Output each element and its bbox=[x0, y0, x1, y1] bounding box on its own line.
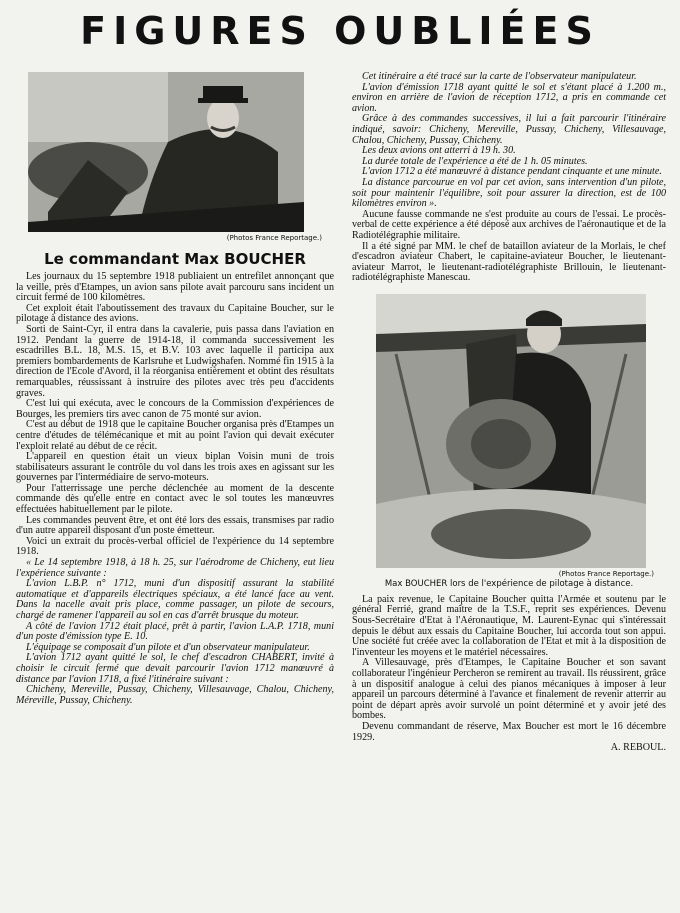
portrait-photo-illustration bbox=[28, 72, 304, 232]
left-column bbox=[16, 72, 334, 706]
quoted-paragraph: Les deux avions ont atterri à 19 h. 30. bbox=[362, 145, 516, 157]
quoted-paragraph: L'avion d'émission 1718 ayant quitté le sol et s'étant placé à 1.200 m., environ en arrière de l'avion de réception 1712, a pris en commande cet avion. bbox=[352, 81, 666, 114]
quoted-paragraph: A côté de l'avion 1712 était placé, prêt à partir, l'avion L.A.P. 1718, muni d'un poste d'émission type E. 10. bbox=[16, 620, 334, 643]
author-signature: A. REBOUL. bbox=[610, 742, 666, 754]
page-title: FIGURES OUBLIÉES bbox=[80, 9, 600, 53]
article-body-right-bottom bbox=[352, 595, 666, 754]
paragraph: La paix revenue, le Capitaine Boucher quitta l'Armée et soutenu par le général Ferrié, grand maître de la T.S.F., reprit ses expériences. Devenu Sous-Secrétaire d'Etat à l'Aéronautique, M. Laurent-Eynac qui s'intéressait depuis le début aux essais du Capitaine Boucher, lui accorda tout son appui. Une société fut créée avec la collaboration de l'Etat et mit à la disposition de l'inventeur les moyens et le matériel nécessaires. bbox=[352, 593, 666, 658]
photo-credit: (Photos France Reportage.) bbox=[226, 234, 322, 242]
quoted-paragraph: Grâce à des commandes successives, il lui a fait parcourir l'itinéraire indiqué, savoir: Chicheny, Mereville, Pussay, Chicheny, Villesauvage, Chalou, Chicheny, Pussay, Chicheny. bbox=[352, 113, 666, 146]
paragraph: Les commandes peuvent être, et ont été lors des essais, transmises par radio d'un autre appareil disposant d'un poste émetteur. bbox=[16, 514, 334, 537]
paragraph: A Villesauvage, près d'Etampes, le Capitaine Boucher et son savant collaborateur l'ingénieur Percheron se remirent au travail. Ils réussirent, grâce à un dispositif analogue à celui des pianos mécaniques à imposer à leur appareil un parcours déterminé à l'avance et finalement de revenir atterrir au point de départ après avoir survolé un point déterminé et y avoir jeté des bombes. bbox=[352, 657, 666, 722]
paragraph: Il a été signé par MM. le chef de bataillon aviateur de la Morlais, le chef d'escadron aviateur Chabert, le capitaine-aviateur Boucher, le lieutenant-aviateur Marrot, le lieutenant-radiotélégraphiste Brillouin, le lieutenant-radiotélégraphiste Manescau. bbox=[352, 240, 666, 284]
cockpit-photo bbox=[376, 294, 646, 568]
quoted-paragraph: La durée totale de l'expérience a été de 1 h. 05 minutes. bbox=[362, 155, 588, 167]
paragraph: Les journaux du 15 septembre 1918 publiaient un entrefilet annonçant que la veille, près d'Etampes, un avion sans pilote avait parcouru sans incident un circuit fermé de 100 kilomètres. bbox=[16, 271, 334, 304]
quoted-paragraph: L'équipage se composait d'un pilote et d'un observateur manipulateur. bbox=[26, 641, 310, 653]
quoted-paragraph: La distance parcourue en vol par cet avion, sans intervention d'un pilote, soit pour maintenir l'équilibre, soit pour assurer la direction, est de 100 kilomètres environ ». bbox=[352, 176, 666, 210]
paragraph: Aucune fausse commande ne s'est produite au cours de l'essai. Le procès-verbal de cette expérience a été déposé aux archives de l'aéronautique et de la Radiotélégraphie militaire. bbox=[352, 208, 666, 241]
paragraph: Voici un extrait du procès-verbal officiel de l'expérience du 14 septembre 1918. bbox=[16, 535, 334, 558]
paragraph: Sorti de Saint-Cyr, il entra dans la cavalerie, puis passa dans l'aviation en 1912. Pendant la guerre de 1914-18, il commanda successivement les escadrilles B.L. 18, M.S. 15, et B.V. 103 avec laquelle il participa aux premiers bombardements de Karlsruhe et Ludwigshafen. Nommé fin 1915 à la direction de l'Ecole d'Avord, il la réorganisa entièrement et obtint des résultats remarquables, réussissant à instruire des pilotes avec très peu d'accidents graves. bbox=[16, 323, 334, 399]
article-headline: Le commandant Max BOUCHER bbox=[44, 250, 306, 268]
paragraph: Devenu commandant de réserve, Max Boucher est mort le 16 décembre 1929. bbox=[352, 721, 666, 743]
photo-caption: Max BOUCHER lors de l'expérience de pilotage à distance. bbox=[384, 578, 634, 589]
paragraph: C'est au début de 1918 que le capitaine Boucher organisa près d'Etampes un centre d'études de télémécanique et mit au point l'avion qui devait exécuter l'exploit relaté au début de ce récit. bbox=[16, 419, 334, 452]
quoted-paragraph: L'avion L.B.P. n° 1712, muni d'un dispositif assurant la stabilité automatique et d'appareils électriques spéciaux, a été lancé face au vent. Dans la nacelle avait pris place, comme passager, un pilote de secours, chargé de ramener l'appareil au sol en cas d'arrêt brusque du moteur. bbox=[16, 578, 334, 621]
paragraph: Pour l'atterrissage une perche déclenchée au moment de la descente commande dès qu'elle entre en contact avec le sol toutes les manœuvres effectuées habituellement par le pilote. bbox=[16, 482, 334, 516]
quoted-paragraph: L'avion 1712 ayant quitté le sol, le chef d'escadron CHABERT, invité à choisir le circuit fermé que devait parcourir l'avion 1712 manœuvré à distance par l'avion 1718, a fixé l'itinéraire suivant : bbox=[16, 652, 334, 685]
paragraph: C'est lui qui exécuta, avec le concours de la Commission d'expériences de Bourges, les premiers tirs avec canon de 75 monté sur avion. bbox=[16, 398, 334, 420]
photo-credit: (Photos France Reportage.) bbox=[558, 569, 654, 578]
portrait-photo bbox=[28, 72, 304, 232]
quoted-paragraph: « Le 14 septembre 1918, à 18 h. 25, sur l'aérodrome de Chicheny, eut lieu l'expérience suivante : bbox=[16, 557, 334, 579]
quoted-paragraph: L'avion 1712 a été manœuvré à distance pendant cinquante et une minute. bbox=[362, 166, 662, 178]
cockpit-photo-illustration bbox=[376, 294, 646, 568]
article-body-right-top bbox=[352, 72, 666, 284]
quoted-paragraph: Chicheny, Mereville, Pussay, Chicheny, Villesauvage, Chalou, Chicheny, Méreville, Pussay, Chicheny. bbox=[16, 684, 334, 706]
right-column bbox=[352, 72, 666, 754]
paragraph: L'appareil en question était un vieux biplan Voisin muni de trois stabilisateurs assurant le contrôle du vol dans les trois axes en agissant sur les gouvernes par l'intermédiaire de servo-moteurs. bbox=[16, 451, 334, 484]
article-body-left bbox=[16, 272, 334, 706]
paragraph: Cet exploit était l'aboutissement des travaux du Capitaine Boucher, sur le pilotage à distance des avions. bbox=[16, 302, 334, 325]
quoted-paragraph: Cet itinéraire a été tracé sur la carte de l'observateur manipulateur. bbox=[362, 71, 637, 82]
